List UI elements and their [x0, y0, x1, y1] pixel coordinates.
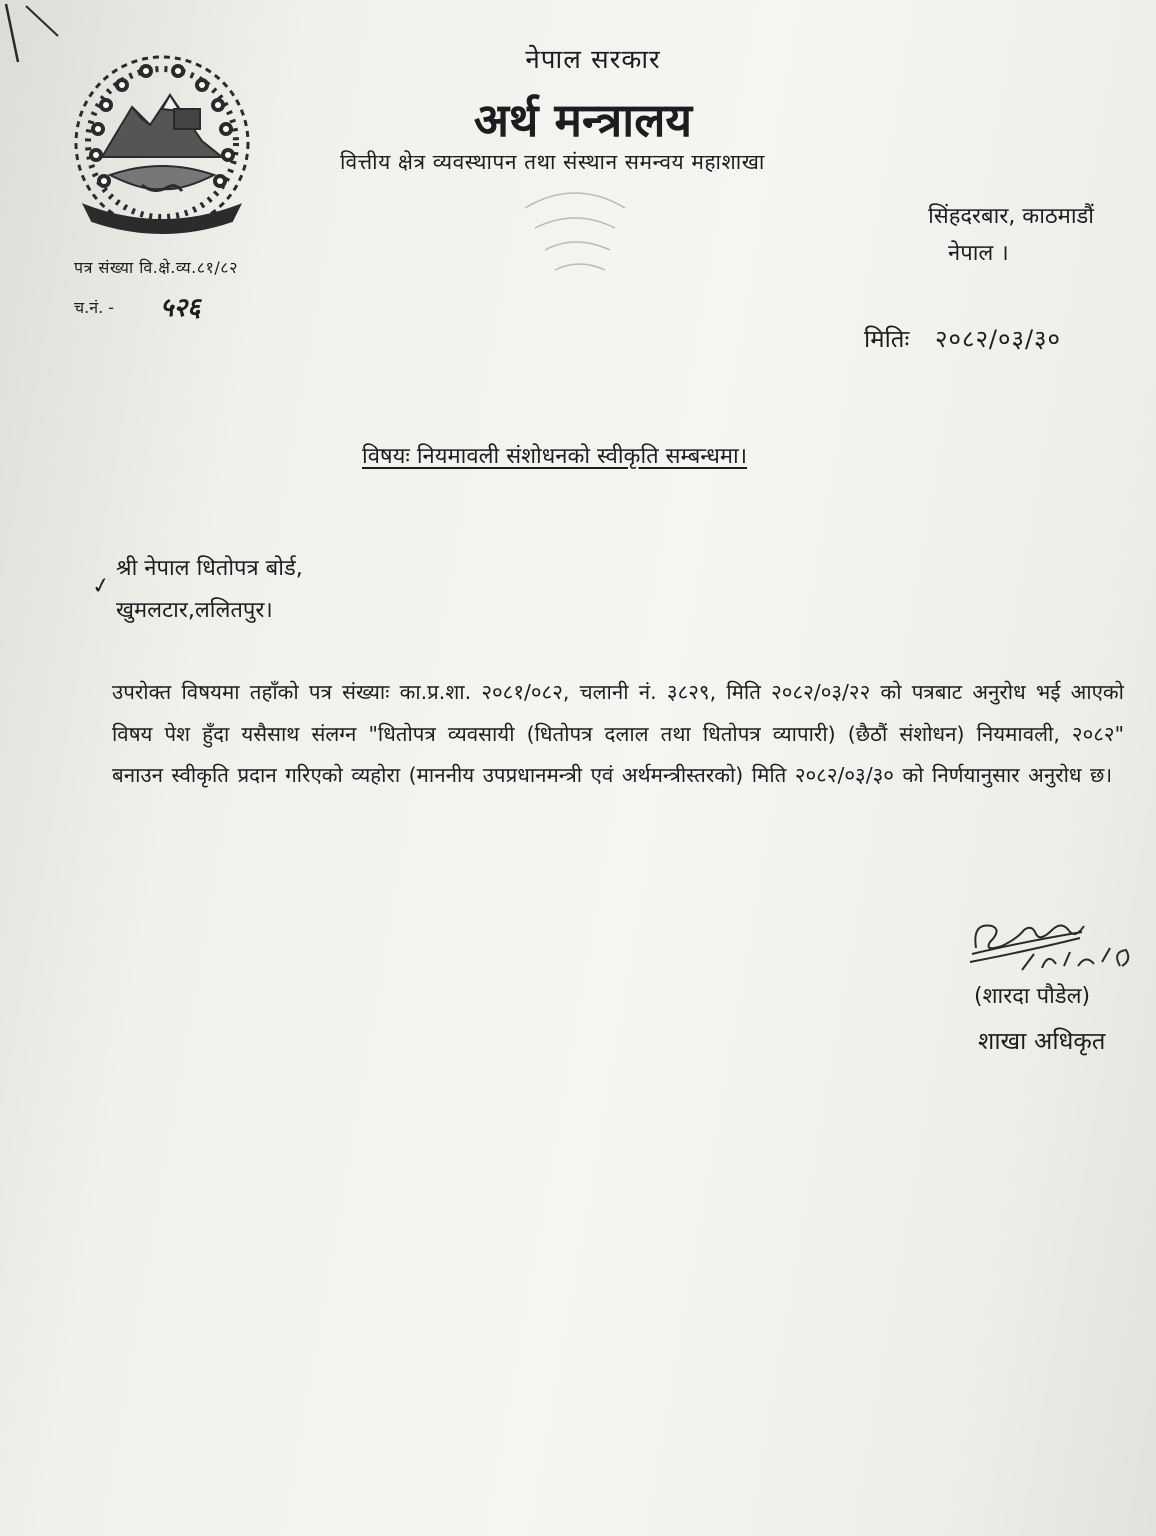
signatory-title: शाखा अधिकृत: [978, 1027, 1106, 1055]
letter-subject: विषयः नियमावली संशोधनको स्वीकृति सम्बन्धमा।: [362, 444, 748, 469]
signatory-name: (शारदा पौडेल): [974, 984, 1091, 1009]
letter-body: उपरोक्त विषयमा तहाँको पत्र संख्याः का.प्र.शा. २०८१/०८२, चलानी नं. ३८२९, मिति २०८२/०३/२२ को पत्रबाट अनुरोध भई आएको विषय पेश हुँदा यसैसाथ संलग्न "धितोपत्र व्यवसायी (धितोपत्र दलाल तथा धितोपत्र व्यापारी) (छैठौं संशोधन) नियमावली, २०८२" बनाउन स्वीकृति प्रदान गरिएको व्यहोरा (माननीय उपप्रधानमन्त्री एवं अर्थमन्त्रीस्तरको) मिति २०८२/०३/३० को निर्णयानुसार अनुरोध छ।: [112, 680, 1124, 787]
handwritten-tick-mark: ✓: [89, 572, 113, 601]
dispatch-number-label: च.नं. -: [74, 298, 115, 317]
date-label: मितिः: [864, 325, 910, 353]
letter-reference-number: पत्र संख्या वि.क्षे.व्य.८१/८२: [74, 258, 238, 277]
dispatch-number-value: ५२६: [160, 293, 201, 323]
date-value: २०८२/०३/३०: [935, 325, 1062, 353]
recipient-name: श्री नेपाल धितोपत्र बोर्ड,: [116, 556, 303, 581]
government-name: नेपाल सरकार: [525, 45, 661, 75]
office-country: नेपाल ।: [948, 241, 1009, 266]
ministry-name: अर्थ मन्त्रालय: [473, 93, 693, 147]
recipient-address: खुमलटार,ललितपुर।: [116, 598, 273, 623]
faint-office-stamp: [515, 178, 635, 278]
handwritten-signature: [962, 908, 1142, 978]
division-name: वित्तीय क्षेत्र व्यवस्थापन तथा संस्थान समन्वय महाशाखा: [340, 150, 765, 174]
office-location: सिंहदरबार, काठमाडौं: [928, 204, 1094, 229]
